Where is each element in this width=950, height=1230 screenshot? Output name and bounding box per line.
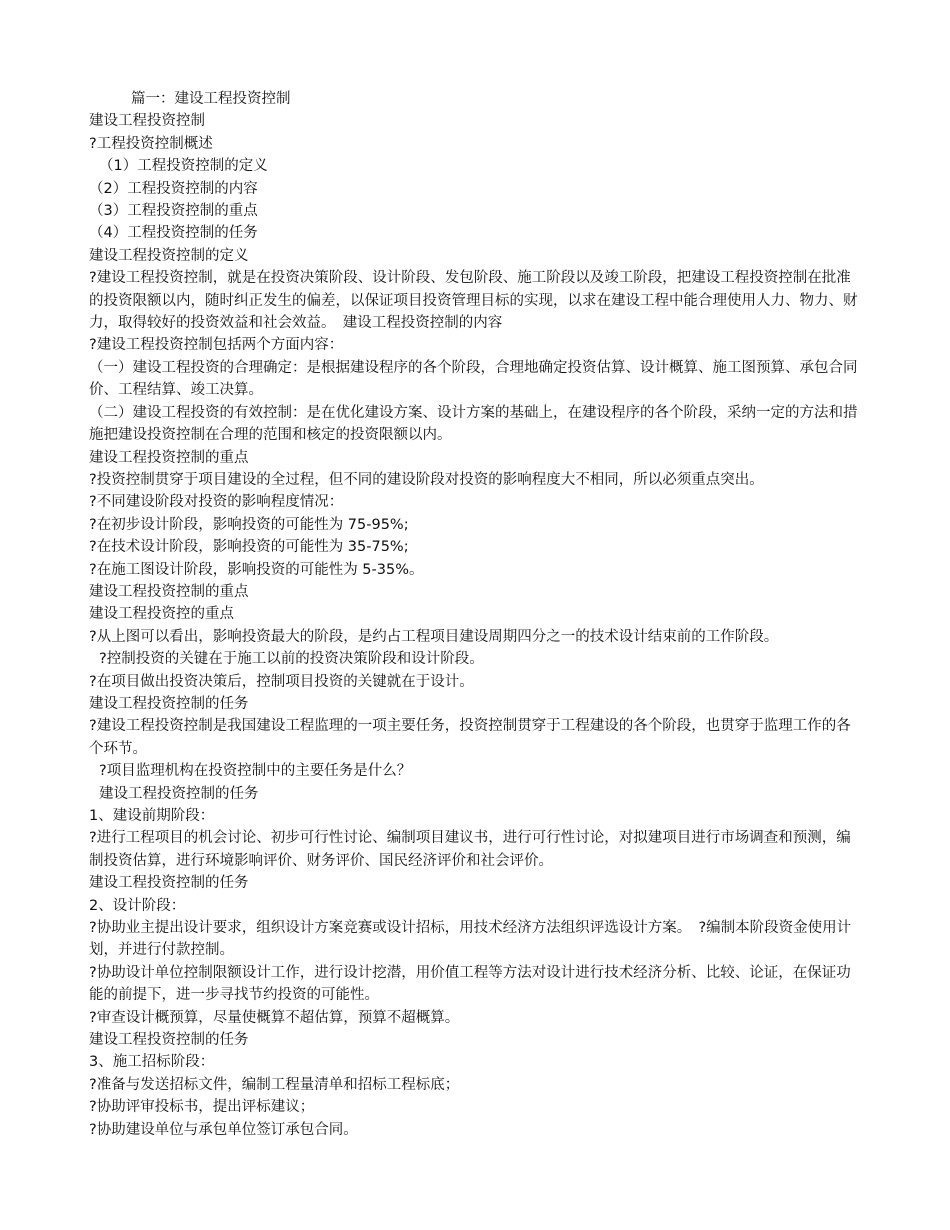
paragraph: ?建设工程投资控制包括两个方面内容：	[89, 337, 344, 354]
paragraph: ?在施工图设计阶段，影响投资的可能性为 5-35%。	[89, 561, 424, 578]
paragraph: ?建设工程投资控制，就是在投资决策阶段、设计阶段、发包阶段、施工阶段以及竣工阶段，把建设工程投资控制在批准的投资限额以内，随时纠正发生的偏差，以保证项目投资管理目标的实现，以求在建设工程中能合理使用人力、物力、财力，取得较好的投资效益和社会效益。 建设工程投资控制的内容	[89, 270, 858, 332]
document-body	[89, 88, 859, 1141]
paragraph: ?投资控制贯穿于项目建设的全过程，但不同的建设阶段对投资的影响程度大不相同，所以必须重点突出。	[89, 471, 764, 488]
list-item: （4）工程投资控制的任务	[89, 225, 258, 242]
list-item: （2）工程投资控制的内容	[89, 180, 258, 197]
paragraph: ?不同建设阶段对投资的影响程度情况：	[89, 494, 344, 511]
paragraph: ?准备与发送招标文件，编制工程量清单和招标工程标底；	[89, 1076, 460, 1093]
section-heading: 建设工程投资控制的任务	[89, 695, 249, 712]
document-title: 篇一：建设工程投资控制	[131, 91, 291, 107]
list-item: （1）工程投资控制的定义	[99, 158, 268, 175]
paragraph: ?进行工程项目的机会讨论、初步可行性讨论、编制项目建议书，进行可行性讨论，对拟建项目进行市场调查和预测，编制投资估算，进行环境影响评价、财务评价、国民经济评价和社会评价。	[89, 830, 851, 869]
paragraph: ?控制投资的关键在于施工以前的投资决策阶段和设计阶段。	[99, 651, 484, 668]
paragraph: ?建设工程投资控制是我国建设工程监理的一项主要任务，投资控制贯穿于工程建设的各个阶段，也贯穿于监理工作的各个环节。	[89, 718, 851, 757]
section-heading: 建设工程投资控的重点	[89, 606, 234, 623]
paragraph: ?协助设计单位控制限额设计工作，进行设计挖潜，用价值工程等方法对设计进行技术经济分析、比较、论证，在保证功能的前提下，进一步寻找节约投资的可能性。	[89, 964, 851, 1004]
paragraph: ?协助业主提出设计要求，组织设计方案竞赛或设计招标，用技术经济方法组织评选设计方案。 ?编制本阶段资金使用计划，并进行付款控制。	[89, 920, 852, 959]
subsection-heading: 2、设计阶段：	[89, 897, 186, 914]
list-item: （3）工程投资控制的重点	[89, 203, 258, 220]
paragraph: ?协助建设单位与承包单位签订承包合同。	[89, 1121, 358, 1138]
paragraph: ?审查设计概预算，尽量使概算不超估算，预算不超概算。	[89, 1009, 460, 1026]
paragraph: ?在技术设计阶段，影响投资的可能性为 35-75%;	[89, 539, 409, 556]
section-heading: 建设工程投资控制的任务	[89, 1032, 249, 1049]
paragraph: ?工程投资控制概述	[89, 135, 213, 152]
section-heading: 建设工程投资控制的重点	[89, 449, 249, 466]
paragraph: ?从上图可以看出，影响投资最大的阶段，是约占工程项目建设周期四分之一的技术设计结束前的工作阶段。	[89, 628, 779, 645]
paragraph: ?在项目做出投资决策后，控制项目投资的关键就在于设计。	[89, 673, 474, 690]
section-heading: 建设工程投资控制的定义	[89, 247, 249, 264]
section-heading: 建设工程投资控制的任务	[89, 875, 249, 892]
section-heading: 建设工程投资控制	[89, 113, 205, 130]
paragraph: ?在初步设计阶段，影响投资的可能性为 75-95%;	[89, 516, 409, 533]
section-heading: 建设工程投资控制的任务	[99, 785, 259, 802]
paragraph: （二）建设工程投资的有效控制：是在优化建设方案、设计方案的基础上，在建设程序的各个阶段，采纳一定的方法和措施把建设投资控制在合理的范围和核定的投资限额以内。	[89, 404, 858, 444]
paragraph: ?协助评审投标书，提出评标建议；	[89, 1099, 315, 1116]
section-heading: 建设工程投资控制的重点	[89, 583, 249, 600]
subsection-heading: 1、建设前期阶段：	[89, 808, 215, 824]
paragraph: （一）建设工程投资的合理确定：是根据建设程序的各个阶段，合理地确定投资估算、设计概算、施工图预算、承包合同价、工程结算、竣工决算。	[89, 359, 858, 399]
subsection-heading: 3、施工招标阶段：	[89, 1054, 215, 1071]
paragraph: ?项目监理机构在投资控制中的主要任务是什么？	[99, 763, 412, 780]
